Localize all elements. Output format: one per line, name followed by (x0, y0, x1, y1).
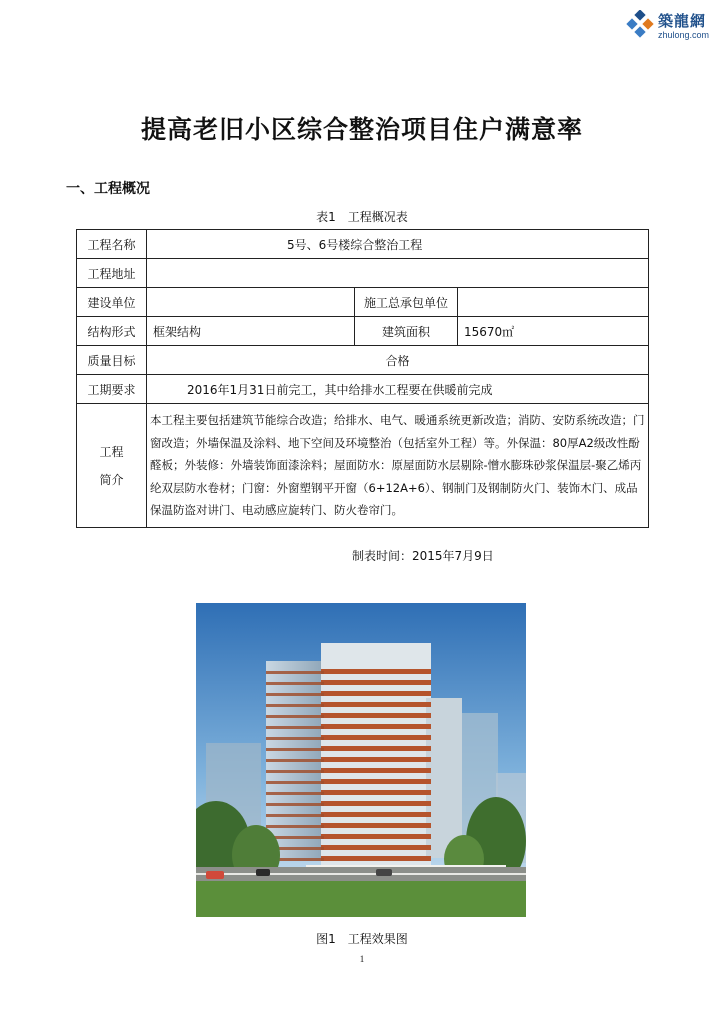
zhulong-logo (626, 8, 720, 44)
builder-value (147, 288, 355, 317)
address-value (147, 259, 649, 288)
structure-label: 结构形式 (77, 317, 147, 346)
address-label: 工程地址 (77, 259, 147, 288)
table-row (77, 317, 649, 346)
contractor-label: 施工总承包单位 (355, 288, 458, 317)
period-value: 2016年1月31日前完工，其中给排水工程要在供暖前完成 (147, 375, 649, 404)
document-title: 提高老旧小区综合整治项目住户满意率 (140, 115, 583, 144)
page-number: 1 (359, 954, 365, 964)
logo-url: zhulong.com (658, 30, 710, 40)
intro-text: 本工程主要包括建筑节能综合改造；给排水、电气、暖通系统更新改造；消防、安防系统改造；门窗改造；外墙保温及涂料、地下空间及环境整治（包括室外工程）等。外保温：80厚A2级改性酚醛板；外装修：外墙装饰面漆涂料；屋面防水：原屋面防水层剔除-憎水膨珠砂浆保温层-聚乙烯丙纶双层防水卷材；门窗：外窗塑钢平开窗（6+12A+6）、钢制门及钢制防火门、装饰木门、成品保温防盗对讲门、电动感应旋转门、防火卷帘门。 (147, 404, 649, 528)
table-row (77, 230, 649, 259)
intro-label-line1: 工程 (99, 444, 124, 459)
project-name-label: 工程名称 (77, 230, 147, 259)
area-label: 建筑面积 (355, 317, 458, 346)
project-name-value: 5号、6号楼综合整治工程 (147, 230, 649, 259)
project-overview-table (76, 229, 649, 528)
table-made-on: 制表时间：2015年7月9日 (352, 549, 494, 563)
period-label: 工期要求 (77, 375, 147, 404)
table-row (77, 288, 649, 317)
builder-label: 建设单位 (77, 288, 147, 317)
table-caption: 表1 工程概况表 (316, 210, 408, 224)
logo-diamond-icon (626, 10, 654, 38)
intro-label (77, 404, 147, 528)
logo-name: 築龍網 (658, 12, 707, 30)
figure-caption: 图1 工程效果图 (316, 932, 408, 946)
section-heading: 一、工程概况 (66, 181, 150, 197)
structure-value: 框架结构 (147, 317, 355, 346)
table-row (77, 259, 649, 288)
table-row (77, 346, 649, 375)
contractor-value (458, 288, 649, 317)
quality-label: 质量目标 (77, 346, 147, 375)
table-row (77, 375, 649, 404)
project-rendering-image (196, 603, 526, 917)
quality-value: 合格 (147, 346, 649, 375)
area-value: 15670㎡ (458, 317, 649, 346)
intro-label-line2: 简介 (99, 472, 124, 487)
table-row (77, 404, 649, 528)
